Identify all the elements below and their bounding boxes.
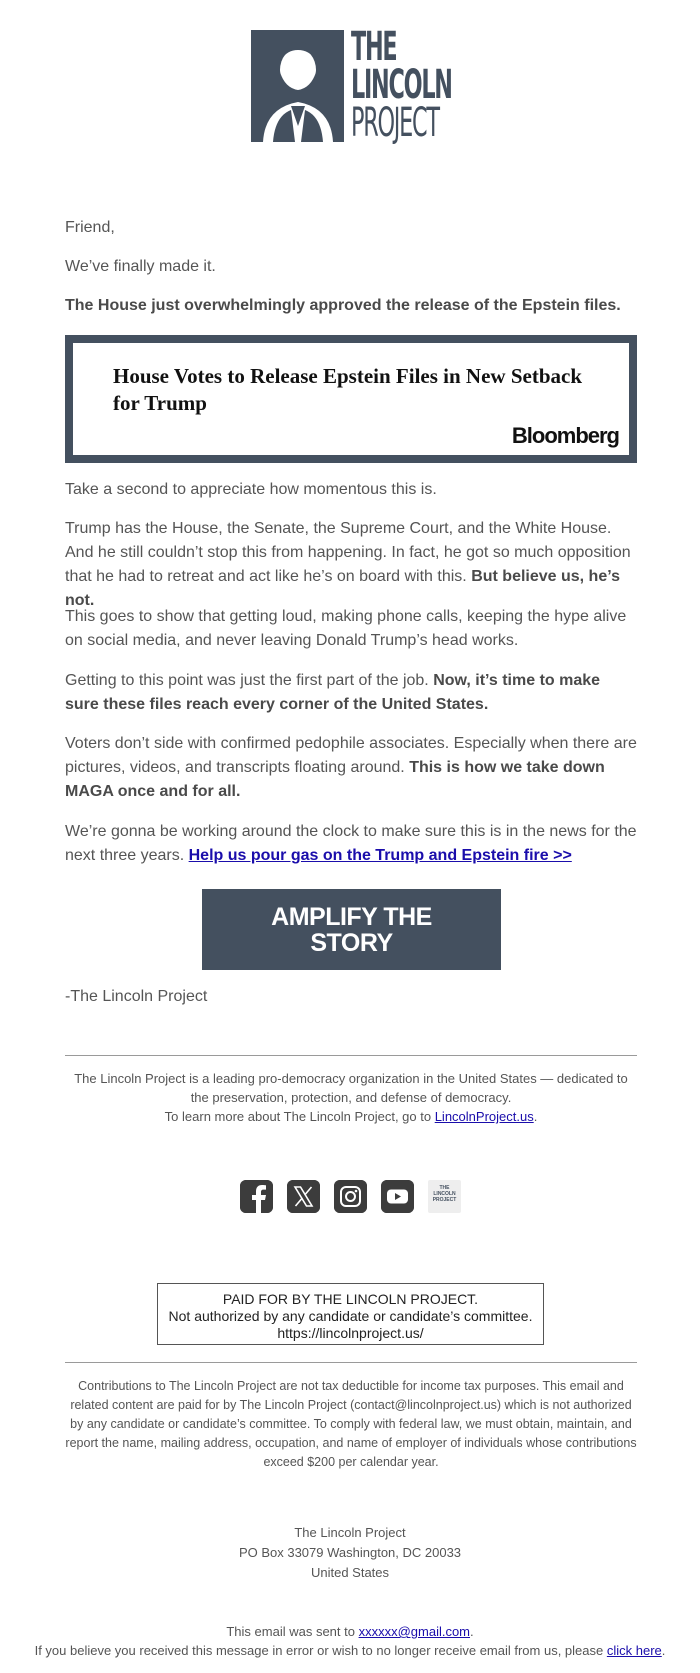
logo-line-project: PROJECT (351, 100, 439, 146)
unsubscribe-link[interactable]: click here (606, 1643, 662, 1658)
divider-bottom (65, 1362, 637, 1363)
donate-link[interactable]: Help us pour gas on the Trump and Epstein fire >> (188, 847, 572, 864)
logo-wordmark (351, 24, 461, 146)
divider-top (65, 1055, 637, 1056)
headline-text: House Votes to Release Epstein Files in New Setback for Trump (113, 364, 582, 415)
paragraph-8 (65, 820, 637, 868)
org-name: The Lincoln Project (294, 1525, 406, 1540)
paragraph-6-text: Getting to this point was just the first part of the job. (65, 672, 434, 689)
paragraph-7-text: Voters don’t side with confirmed pedophile associates. Especially when there are pictures, videos, and transcripts floating around. (65, 735, 637, 776)
paid-for-box (157, 1283, 544, 1345)
unsub-suffix: . (661, 1643, 666, 1658)
about-line-2 (65, 1107, 637, 1126)
paragraph-4-text: Trump has the House, the Senate, the Supreme Court, and the White House. And he still couldn’t stop this from happening. In fact, he got so much opposition that he had to retreat and act like he’s on board with this. (65, 520, 631, 585)
org-address (0, 1523, 700, 1583)
paragraph-7 (65, 732, 637, 804)
recipient-email-link[interactable]: xxxxxx@gmail.com (358, 1624, 471, 1639)
about-line-1: The Lincoln Project is a leading pro-democracy organization in the United States — dedicated to the preservation, protection, and defense of democracy. (74, 1071, 628, 1105)
amplify-story-button[interactable] (202, 889, 501, 970)
lincoln-project-logo (251, 24, 461, 146)
greeting: Friend, (65, 219, 115, 236)
facebook-icon[interactable] (240, 1180, 273, 1213)
headline-card (65, 335, 637, 463)
headline-source: Bloomberg (511, 423, 619, 448)
cta-line-2: STORY (310, 928, 393, 957)
mini-logo-lincoln: LINCOLN (433, 1191, 456, 1197)
paragraph-1: We’ve finally made it. (65, 258, 216, 275)
paragraph-6 (65, 669, 637, 717)
disclaimer-text: Contributions to The Lincoln Project are not tax deductible for income tax purposes. This email and related content are paid for by The Lincoln Project (contact@lincolnproject.us) which is not authorized by any candidate or candidate’s committee. To comply with federal law, we must obtain, maintain, and report the name, mailing address, occupation, and name of employer of individuals whose contributions exceed $200 per calendar year. (65, 1379, 637, 1469)
paragraph-6-bold: Now, it’s time to make sure these files reach every corner of the United States. (65, 672, 601, 713)
headline-card-inner (73, 343, 629, 455)
about-line-2-suffix: . (533, 1109, 538, 1124)
paragraph-2-bold: The House just overwhelmingly approved the release of the Epstein files. (65, 297, 621, 314)
org-country: United States (310, 1565, 390, 1580)
youtube-icon[interactable] (381, 1180, 414, 1213)
about-line-2-prefix: To learn more about The Lincoln Project, go to (164, 1109, 435, 1124)
org-street: PO Box 33079 Washington, DC 20033 (238, 1545, 462, 1560)
signoff: -The Lincoln Project (65, 988, 208, 1005)
cta-line-1: AMPLIFY THE (271, 902, 432, 931)
logo-line-the: THE (351, 24, 397, 70)
unsub-prefix: If you believe you received this message in error or wish to no longer receive email from us, please (34, 1643, 607, 1658)
social-links (0, 1180, 700, 1214)
lincoln-portrait-icon (251, 30, 344, 142)
amplify-story-button-label (271, 904, 432, 956)
logo-line-lincoln: LINCOLN (351, 62, 452, 108)
paid-line-1: PAID FOR BY THE LINCOLN PROJECT. (222, 1291, 479, 1307)
paid-line-2: Not authorized by any candidate or candidate’s committee. (168, 1308, 533, 1324)
paragraph-4 (65, 517, 637, 613)
paragraph-8-text: We’re gonna be working around the clock to make sure this is in the news for the next three years. (65, 823, 637, 864)
paragraph-3: Take a second to appreciate how momentous this is. (65, 481, 437, 498)
paid-line-3: https://lincolnproject.us/ (277, 1325, 424, 1341)
x-icon[interactable] (287, 1180, 320, 1213)
sent-prefix: This email was sent to (226, 1624, 359, 1639)
paragraph-7-bold: This is how we take down MAGA once and for all. (65, 759, 605, 800)
mini-logo-the: THE (439, 1185, 450, 1191)
mini-logo-project: PROJECT (432, 1197, 457, 1203)
unsubscribe-line (0, 1641, 700, 1661)
paragraph-4-bold: But believe us, he’s not. (65, 568, 620, 609)
lincolnproject-link[interactable]: LincolnProject.us (434, 1109, 534, 1124)
paragraph-2 (65, 294, 637, 318)
paragraph-5: This goes to show that getting loud, making phone calls, keeping the hype alive on social media, and never leaving Donald Trump’s head works. (65, 608, 627, 649)
instagram-icon[interactable] (334, 1180, 367, 1213)
sent-to-line (0, 1622, 700, 1642)
about-text (65, 1069, 637, 1126)
lincoln-project-icon[interactable] (428, 1180, 461, 1213)
sent-suffix: . (470, 1624, 474, 1639)
